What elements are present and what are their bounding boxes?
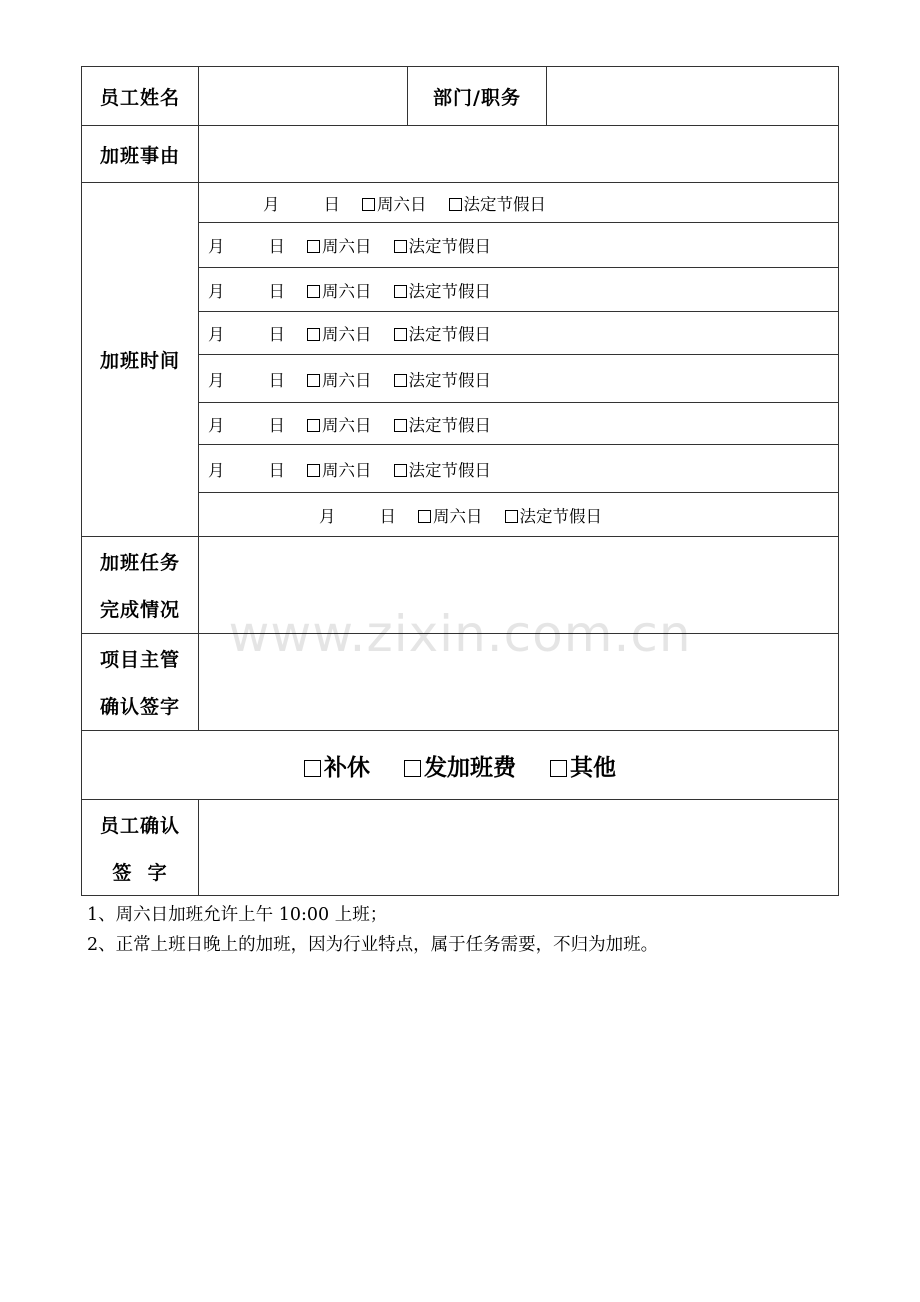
weekend-option-label: 周六日 [322,415,372,435]
employee-confirm-label [82,800,199,896]
manager-signature-field[interactable] [199,634,839,731]
weekend-option-label: 周六日 [322,460,372,480]
employee-label-line-1: 员工确认 [99,814,180,837]
task-completion-label [82,537,199,634]
date-row-5[interactable] [199,355,839,403]
weekend-checkbox-icon[interactable] [418,510,431,523]
holiday-option-label: 法定节假日 [463,194,546,214]
other-checkbox-icon[interactable] [550,760,567,777]
day-label: 日 [268,237,285,256]
overtime-pay-label: 发加班费 [424,754,516,781]
weekend-checkbox-icon[interactable] [307,240,320,253]
weekend-checkbox-icon[interactable] [307,464,320,477]
month-label: 月 [208,415,225,435]
employee-name-label: 员工姓名 [82,67,199,126]
holiday-checkbox-icon[interactable] [394,328,407,341]
day-label: 日 [268,325,285,344]
date-row-7[interactable] [199,445,839,493]
month-label: 月 [208,281,225,301]
day-label: 日 [268,370,285,390]
holiday-option-label: 法定节假日 [408,370,491,390]
task-completion-field[interactable] [199,537,839,634]
employee-name-field[interactable] [199,67,408,126]
option-overtime-pay[interactable] [404,749,516,782]
row-task [82,537,839,634]
overtime-reason-field[interactable] [199,126,839,183]
month-label: 月 [263,194,280,214]
option-time-off[interactable] [304,749,370,782]
time-off-label: 补休 [323,754,370,781]
overtime-reason-label: 加班事由 [82,126,199,183]
weekend-checkbox-icon[interactable] [307,328,320,341]
month-label: 月 [208,325,225,344]
notes [87,900,658,960]
date-row-8[interactable] [199,493,839,537]
holiday-checkbox-icon[interactable] [505,510,518,523]
option-other[interactable] [550,749,616,782]
date-row-3[interactable] [199,268,839,312]
holiday-checkbox-icon[interactable] [394,464,407,477]
weekend-checkbox-icon[interactable] [307,374,320,387]
holiday-option-label: 法定节假日 [519,506,602,526]
note-2: 2、正常上班日晚上的加班，因为行业特点，属于任务需要，不归为加班。 [87,935,659,955]
weekend-checkbox-icon[interactable] [362,198,375,211]
weekend-option-label: 周六日 [322,325,372,344]
time-off-checkbox-icon[interactable] [304,760,321,777]
month-label: 月 [319,506,336,526]
department-position-field[interactable] [547,67,839,126]
holiday-checkbox-icon[interactable] [449,198,462,211]
task-label-line-2: 完成情况 [99,599,180,621]
other-label: 其他 [570,754,617,781]
overtime-form-table [81,66,839,896]
weekend-option-label: 周六日 [322,281,372,301]
weekend-option-label: 周六日 [433,506,483,526]
weekend-option-label: 周六日 [322,237,372,256]
row-name-dept [82,67,839,126]
department-position-label: 部门/职务 [408,67,547,126]
month-label: 月 [208,370,225,390]
holiday-option-label: 法定节假日 [408,281,491,301]
note-1: 1、周六日加班允许上午 10:00 上班； [87,905,388,925]
weekend-checkbox-icon[interactable] [307,285,320,298]
month-label: 月 [208,237,225,256]
overtime-time-label: 加班时间 [82,183,199,537]
manager-label-line-2: 确认签字 [99,696,180,718]
weekend-option-label: 周六日 [377,194,427,214]
holiday-option-label: 法定节假日 [408,325,491,344]
holiday-checkbox-icon[interactable] [394,374,407,387]
manager-signature-label [82,634,199,731]
employee-signature-field[interactable] [199,800,839,896]
holiday-checkbox-icon[interactable] [394,240,407,253]
holiday-option-label: 法定节假日 [408,237,491,256]
day-label: 日 [268,460,285,480]
row-compensation-options [82,731,839,800]
manager-label-line-1: 项目主管 [99,649,180,671]
row-reason [82,126,839,183]
overtime-pay-checkbox-icon[interactable] [404,760,421,777]
weekend-option-label: 周六日 [322,370,372,390]
weekend-checkbox-icon[interactable] [307,419,320,432]
holiday-checkbox-icon[interactable] [394,419,407,432]
date-row-1[interactable] [199,183,839,223]
task-label-line-1: 加班任务 [99,552,180,574]
date-row-4[interactable] [199,312,839,355]
date-row [82,183,839,223]
day-label: 日 [379,506,396,526]
holiday-option-label: 法定节假日 [408,460,491,480]
day-label: 日 [268,281,285,301]
employee-label-line-2: 签 字 [112,861,168,884]
date-row-2[interactable] [199,223,839,268]
date-row-6[interactable] [199,403,839,445]
row-employee-confirm [82,800,839,896]
month-label: 月 [208,460,225,480]
compensation-options [82,731,839,800]
holiday-option-label: 法定节假日 [408,415,491,435]
watermark: www.zixin.com.cn [228,605,692,663]
day-label: 日 [323,194,340,214]
day-label: 日 [268,415,285,435]
row-manager [82,634,839,731]
holiday-checkbox-icon[interactable] [394,285,407,298]
